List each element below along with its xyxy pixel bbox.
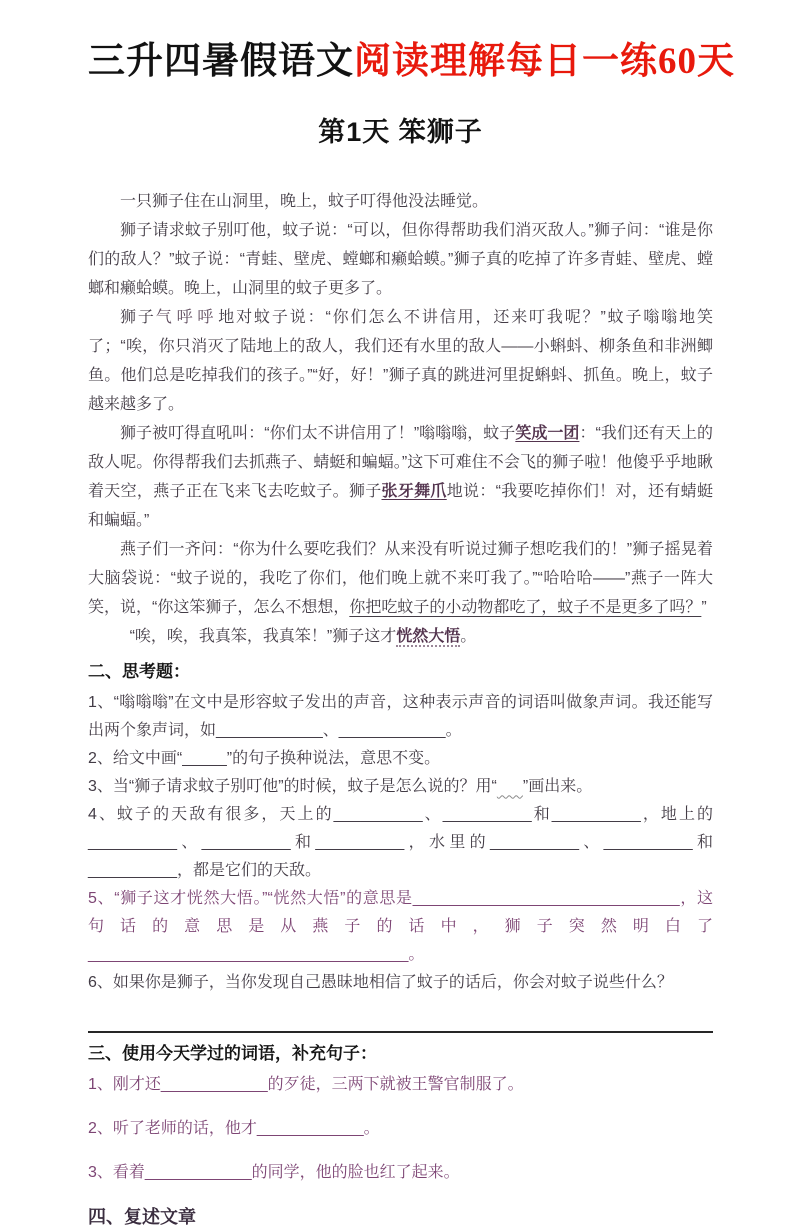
sentence-item-1: 1、刚才还____________的歹徒，三两下就被王警官制服了。 xyxy=(88,1076,524,1094)
story-paragraph-6 xyxy=(88,622,713,651)
title-black-part: 三升四暑假语文 xyxy=(88,41,354,82)
section2-heading: 二、思考题： xyxy=(88,662,190,682)
sentence-item-2: 2、听了老师的话，他才____________。 xyxy=(88,1120,380,1138)
story-text: 地对蚊子说：“你们怎么不讲信用，还来叮我呢？”蚊子嗡嗡地笑了；“唉，你只消灭了陆地上的敌人，我们还有水里的敌人——小蝌蚪、柳条鱼和非洲鲫鱼。他们总是吃掉我们的孩子。”“好，好！”狮子真的跳进河里捉蝌蚪、抓鱼。晚上，蚊子越来越多了。 xyxy=(88,309,713,414)
story-text: 狮子被叮得直吼叫：“你们太不讲信用了！”嗡嗡嗡，蚊子 xyxy=(120,425,516,443)
story-text: 燕子们一齐问：“你为什么要吃我们？从来没有听说过狮子想吃我们的！”狮子摇晃着大脑袋说：“蚊子说的，我吃了你们，他们晚上就不来叮我了。”“哈哈哈——”燕子一阵大笑，说，“你这笨狮子，怎么不想想， xyxy=(88,541,713,617)
question-text: ”的句子换种说法，意思不变。 xyxy=(226,750,441,768)
story-text: 狮子 xyxy=(120,309,156,327)
story-text: ” xyxy=(701,599,707,617)
story-paragraph-5 xyxy=(88,535,713,622)
question-5: 5、“狮子这才恍然大悟。”“恍然大悟”的意思是______________________________，这句话的意思是从燕子的话中，狮子突然明白了____________________________________。 xyxy=(88,890,713,964)
sentence-item-3: 3、看着____________的同学，他的脸也红了起来。 xyxy=(88,1164,460,1182)
title-red-part: 阅读理解每日一练60天 xyxy=(354,41,735,82)
story-text: 。 xyxy=(460,628,477,646)
answer-writing-line xyxy=(88,997,713,1033)
emphasized-word-qihuhu: 气呼呼 xyxy=(155,309,219,327)
question-6: 6、如果你是狮子，当你发现自己愚昧地相信了蚊子的话后，你会对蚊子说些什么？ xyxy=(88,974,673,992)
quoted-blank-line: _____ xyxy=(182,750,227,768)
story-paragraph-4 xyxy=(88,419,713,535)
question-2 xyxy=(88,745,713,773)
story-text: ：“我们还有天上的敌人呢。你得帮我们去抓燕子、蜻蜓和蝙蝠。”这下可难住不会飞的狮子啦！他傻乎乎地瞅着天空，燕子正在飞来飞去吃蚊子。狮子 xyxy=(88,425,713,501)
section3-heading: 三、使用今天学过的词语，补充句子： xyxy=(88,1044,377,1064)
story-paragraph-3 xyxy=(88,303,713,419)
emphasized-word-huangrandawu: 恍然大悟 xyxy=(396,628,461,646)
question-text: 3、当“狮子请求蚊子别叮他”的时候，蚊子是怎么说的？用“ xyxy=(88,778,497,796)
question-1: 1、“嗡嗡嗡”在文中是形容蚊子发出的声音，这种表示声音的词语叫做象声词。我还能写出两个象声词，如____________、____________。 xyxy=(88,694,713,740)
page-title xyxy=(88,40,735,84)
emphasized-word-xiaochengyituan: 笑成一团 xyxy=(515,425,580,443)
question-3 xyxy=(88,773,713,801)
fill-sentence-section xyxy=(88,1041,713,1187)
underlined-sentence: 你把吃蚊子的小动物都吃了，蚊子不是更多了吗？ xyxy=(349,599,702,617)
question-text: ”画出来。 xyxy=(522,778,593,796)
story-paragraph-2: 狮子请求蚊子别叮他，蚊子说：“可以，但你得帮助我们消灭敌人。”狮子问：“谁是你们的敌人？”蚊子说：“青蛙、壁虎、螳螂和癞蛤蟆。”狮子真的吃掉了许多青蛙、壁虎、螳螂和癞蛤蟆。晚上，山洞里的蚊子更多了。 xyxy=(88,222,713,298)
story-paragraph-1: 一只狮子住在山洞里，晚上，蚊子叮得他没法睡觉。 xyxy=(120,193,489,211)
story-section xyxy=(88,187,713,651)
day-subtitle: 第1天 笨狮子 xyxy=(318,117,483,148)
section4-heading: 四、复述文章 xyxy=(88,1207,196,1228)
wavy-line-mark xyxy=(497,780,523,794)
question-text: 2、给文中画“ xyxy=(88,750,183,768)
story-text: “唉，唉，我真笨，我真笨！”狮子这才 xyxy=(129,628,397,646)
question-4: 4、蚊子的天敌有很多，天上的__________、__________和__________，地上的__________、__________和__________，水里的__________、__________和__________，都是它们的天敌。 xyxy=(88,806,713,880)
story-text: 地说：“我要吃掉你们！对，还有蜻蜓和蝙蝠。” xyxy=(88,483,713,530)
emphasized-word-zhangyawuzhua: 张牙舞爪 xyxy=(381,483,447,501)
thinking-questions-section xyxy=(88,659,713,1033)
